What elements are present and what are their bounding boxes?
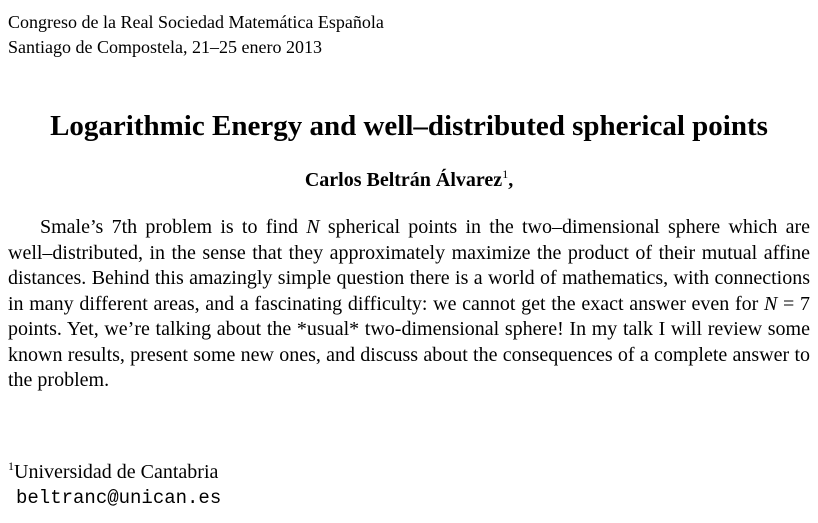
conference-location-date: Santiago de Compostela, 21–25 enero 2013: [8, 37, 322, 57]
author-name: Carlos Beltrán Álvarez: [304, 169, 503, 191]
abstract-text-part-3: points. Yet, we’re talking about the *usual* two-dimensional sphere! In my talk I will review some known results, present some new ones, and discuss about the consequences of a complete answer to the problem.: [8, 318, 810, 391]
abstract-paragraph: [8, 215, 810, 394]
math-variable-n-2: N: [764, 292, 778, 315]
conference-header: [8, 10, 384, 60]
math-variable-n: N: [306, 216, 320, 238]
author-email: beltranc@unican.es: [16, 487, 222, 509]
affiliation-name: Universidad de Cantabria: [14, 461, 219, 483]
conference-name: Congreso de la Real Sociedad Matemática Española: [8, 12, 384, 32]
author-line: [0, 166, 818, 194]
abstract-text-part-1: Smale’s 7th problem is to find: [40, 216, 307, 238]
abstract-text-part-2: spherical points in the two–dimensional sphere which are well–distributed, in the sense that they approximately maximize the product of their mutual affine distances. Behind this amazingly simple question there is a world of mathematics, with connections in many different areas, and a fascinating difficulty: we cannot get the exact answer even for: [8, 216, 811, 315]
paper-title: Logarithmic Energy and well–distributed spherical points: [50, 110, 768, 142]
author-trailing-comma: ,: [508, 169, 514, 191]
author-footnote-marker: 1: [502, 167, 509, 181]
affiliation-footnote-marker: 1: [8, 459, 14, 473]
affiliation-footnote: [8, 459, 218, 485]
math-equation-value: = 7: [777, 292, 810, 315]
